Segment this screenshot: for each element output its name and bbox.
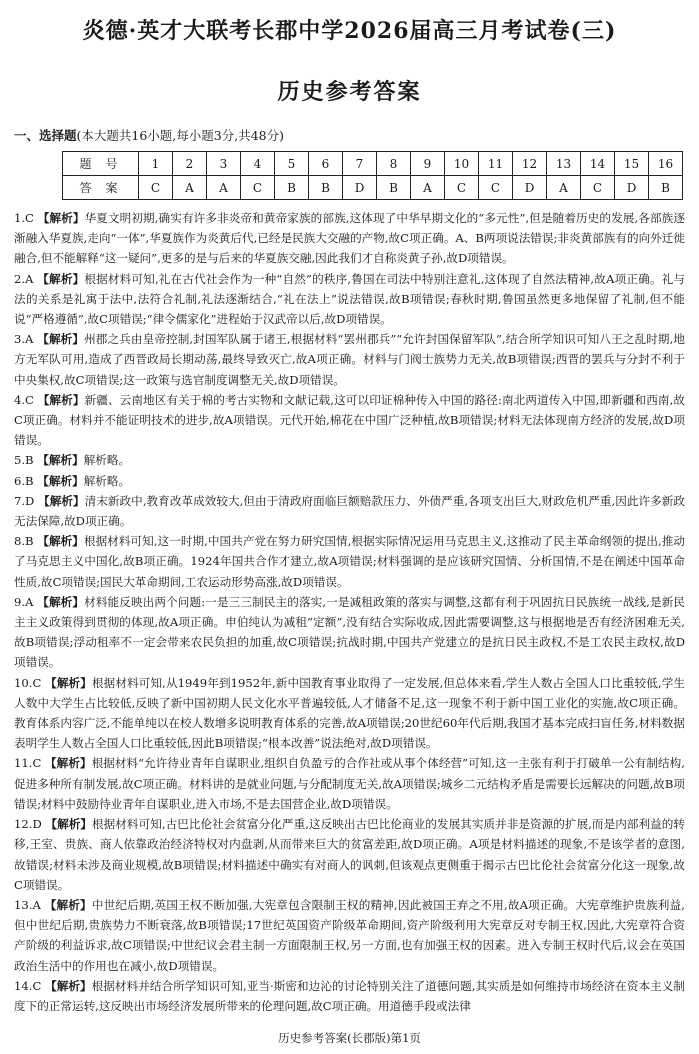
explanation-item — [14, 814, 685, 895]
explanation-item — [14, 673, 685, 754]
question-number-cell: 6 — [309, 152, 343, 176]
item-number: 6.B — [14, 473, 34, 488]
item-number: 12.D — [14, 817, 42, 832]
question-number-cell: 14 — [581, 152, 615, 176]
explanation-item — [14, 269, 685, 330]
answer-cell: C — [241, 176, 275, 200]
answer-cell: D — [513, 176, 547, 200]
answer-cell: C — [479, 176, 513, 200]
question-number-cell: 10 — [445, 152, 479, 176]
analysis-tag: 【解析】 — [37, 392, 85, 407]
item-text: 中世纪后期,英国王权不断加强,大宪章包含限制王权的精神,因此被国王弃之不用,故A项正确。大宪章维护贵族利益,但中世纪后期,贵族势力不断衰落,故B项错误;17世纪英国资产阶级革命期间,资产阶级利用大宪章反对专制王权,因此,大宪章符合资产阶级的利益诉求,故C项错误;中世纪议会君主制一方面限制王权,另一方面,也有加强王权的因素。进入专制王权时代后,议会在英国政治生活中的作用也在减小,故D项错误。 — [14, 897, 685, 973]
answer-label: 答案 — [63, 176, 139, 200]
question-number-cell: 12 — [513, 152, 547, 176]
question-number-cell: 8 — [377, 152, 411, 176]
analysis-tag: 【解析】 — [45, 817, 93, 832]
answer-cell: B — [275, 176, 309, 200]
explanation-item — [14, 531, 685, 592]
analysis-tag: 【解析】 — [44, 897, 92, 912]
item-text: 解析略。 — [83, 453, 131, 468]
answer-cell: A — [207, 176, 241, 200]
answer-cell: B — [309, 176, 343, 200]
analysis-tag: 【解析】 — [38, 493, 85, 508]
question-number-label: 题号 — [63, 152, 139, 176]
answer-cell: A — [173, 176, 207, 200]
question-number-cell: 3 — [207, 152, 241, 176]
question-number-cell: 7 — [343, 152, 377, 176]
explanation-item — [14, 895, 685, 976]
item-text: 根据材料并结合所学知识可知,亚当·斯密和边沁的讨论特别关注了道德问题,其实质是如何维持市场经济在资本主义制度下的正常运转,这反映出市场经济发展所带来的伦理问题,故C项正确。用道德手段或法律 — [14, 978, 685, 1013]
explanation-item — [14, 976, 685, 1016]
item-text: 根据材料可知,礼在古代社会作为一种“自然”的秩序,鲁国在司法中特别注意礼,这体现了自然法精神,故A项正确。礼与法的关系是礼寓于法中,法符合礼制,礼法逐渐结合,“礼在法上”说法错误,故B项错误;春秋时期,鲁国虽然更多地保留了礼制,但不能说“严格遵循”,故C项错误;“律令儒家化”进程始于汉武帝以后,故D项错误。 — [14, 271, 685, 327]
item-number: 14.C — [14, 978, 42, 993]
answer-cell: C — [139, 176, 173, 200]
item-text: 解析略。 — [83, 473, 131, 488]
explanation-item — [14, 491, 685, 531]
item-number: 13.A — [14, 897, 41, 912]
answer-cell: C — [581, 176, 615, 200]
explanation-item — [14, 390, 685, 451]
explanation-item — [14, 471, 685, 491]
answer-cell: C — [445, 176, 479, 200]
question-number-cell: 5 — [275, 152, 309, 176]
explanation-item — [14, 450, 685, 470]
item-text: 根据材料可知,从1949年到1952年,新中国教育事业取得了一定发展,但总体来看,学生人数占全国人口比重较低,学生人数中大学生占比较低,反映了新中国初期人民文化水平普遍较低,人才储备不足,这一现象不利于新中国工业化的实施,故C项正确。教育体系内容广泛,不能单纯以在校人数增多说明教育体系的完善,故A项错误;20世纪60年代后期,我国才基本完成扫盲任务,材料数据表明学生人数占全国人口比重较低,因此B项错误;“根本改善”说法绝对,故D项错误。 — [14, 675, 685, 751]
analysis-tag: 【解析】 — [37, 534, 84, 549]
item-text: 材料能反映出两个问题:一是三三制民主的落实,一是减租政策的落实与调整,这都有利于巩固抗日民族统一战线,是新民主主义政策得到贯彻的体现,故A项正确。申伯纯认为减租“定额”,没有结合实际收成,因此需要调整,这与根据地是否有经济困难无关,故B项错误;浮动租率不一定会带来农民负担的加重,故C项错误;抗战时期,中国共产党建立的是抗日民主政权,不是工农民主政权,故D项错误。 — [14, 594, 686, 670]
item-text: 根据材料可知,古巴比伦社会贫富分化严重,这反映出古巴比伦商业的发展其实质并非是资源的扩展,而是内部利益的转移,王室、贵族、商人依靠政治经济特权对内盘剥,从而带来巨大的贫富差距,故D项正确。A项是材料描述的现象,不是该学者的意图,故错误;材料未涉及商业规模,故B项错误;材料描述中确实有对商人的讽刺,但该观点更侧重于揭示古巴比伦社会贫富分化这一现象,故C项错误。 — [14, 817, 685, 892]
question-number-cell: 9 — [411, 152, 445, 176]
item-number: 9.A — [14, 594, 34, 609]
analysis-tag: 【解析】 — [37, 211, 85, 225]
question-number-cell: 4 — [241, 152, 275, 176]
answer-cell: A — [411, 176, 445, 200]
item-number: 4.C — [14, 392, 34, 407]
item-number: 8.B — [14, 534, 34, 549]
explanation-item — [14, 329, 685, 390]
item-text: 根据材料“允许待业青年自谋职业,组织自负盈亏的合作社或从事个体经营”可知,这一主张有利于打破单一公有制结构,促进多种所有制发展,故C项正确。材料讲的是就业问题,与分配制度无关,故A项错误;城乡二元结构矛盾是需要长远解决的问题,故B项错误;材料中鼓励待业青年自谋职业,进入市场,不是去国营企业,故D项错误。 — [14, 756, 685, 811]
item-text: 华夏文明初期,确实有许多非炎帝和黄帝家族的部族,这体现了中华早期文化的“多元性”,但是随着历史的发展,各部族逐渐融入华夏族,走向“一体”,华夏族作为炎黄后代,已经是民族大交融的产物,故C项正确。A、B两项说法错误;非炎黄部族有的向外迁徙融合,但不能解释“这一疑问”,更多的是与后来的华夏族交融,因此我们才自称炎黄子孙,故D项错误。 — [14, 211, 685, 266]
answer-cell: D — [615, 176, 649, 200]
analysis-tag: 【解析】 — [37, 271, 85, 286]
section-heading — [14, 126, 685, 144]
item-text: 州郡之兵由皇帝控制,封国军队属于诸王,根据材料“罢州郡兵”“允许封国保留军队”,结合所学知识可知八王之乱时期,地方无军队可用,造成了西晋政局长期动荡,最终导致灭亡,故A项正确。材料与门阀士族势力无关,故B项错误;西晋的罢兵与分封不利于中央集权,故C项错误;这一政策与选官制度调整无关,故D项错误。 — [14, 332, 685, 387]
analysis-tag: 【解析】 — [37, 594, 85, 609]
explanation-list — [14, 208, 685, 1016]
item-number: 2.A — [14, 271, 34, 286]
answer-cell: B — [649, 176, 683, 200]
item-text: 新疆、云南地区有关于棉的考古实物和文献记载,这可以印证棉种传入中国的路径:南北两道传入中国,即新疆和西南,故C项正确。材料并不能证明技术的进步,故A项错误。元代开始,棉花在中国广泛种植,故B项错误;材料无法体现南方经济的发展,故D项错误。 — [14, 392, 685, 448]
section-subtitle: (本大题共16小题,每小题3分,共48分) — [76, 128, 284, 143]
analysis-tag: 【解析】 — [37, 453, 84, 468]
page-title: 历史参考答案 — [277, 79, 422, 105]
answer-row — [63, 176, 683, 200]
question-number-cell: 16 — [649, 152, 683, 176]
item-number: 10.C — [14, 675, 42, 690]
item-text: 根据材料可知,这一时期,中国共产党在努力研究国情,根据实际情况运用马克思主义,这推动了民主革命纲领的提出,推动了马克思主义中国化,故B项正确。1924年国共合作才建立,故A项错误;材料强调的是应该研究国情、分析国情,不是在阐述中国革命性质,故C项错误;国民大革命期间,工农运动形势高涨,故D项错误。 — [14, 534, 685, 589]
item-text: 清末新政中,教育改革成效较大,但由于清政府面临巨额赔款压力、外债严重,各项支出巨大,财政危机严重,因此许多新政无法保障,故D项正确。 — [14, 493, 685, 529]
page-footer: 历史参考答案(长郡版)第1页 — [278, 1031, 421, 1045]
explanation-item — [14, 208, 685, 269]
item-number: 1.C — [14, 211, 34, 225]
answer-cell: B — [377, 176, 411, 200]
question-number-cell: 1 — [139, 152, 173, 176]
item-number: 5.B — [14, 453, 34, 468]
question-number-cell: 11 — [479, 152, 513, 176]
analysis-tag: 【解析】 — [45, 978, 92, 993]
answer-table — [62, 151, 683, 200]
explanation-item — [14, 592, 685, 673]
answer-cell: A — [547, 176, 581, 200]
explanation-item — [14, 753, 685, 814]
question-number-cell: 13 — [547, 152, 581, 176]
item-number: 7.D — [14, 493, 35, 508]
answer-cell: D — [343, 176, 377, 200]
item-number: 3.A — [14, 332, 34, 347]
question-number-cell: 15 — [615, 152, 649, 176]
analysis-tag: 【解析】 — [37, 332, 85, 347]
analysis-tag: 【解析】 — [45, 675, 92, 690]
exam-title: 炎德·英才大联考长郡中学2026届高三月考试卷(三) — [82, 18, 617, 44]
item-number: 11.C — [14, 756, 42, 771]
section-title: 一、选择题 — [14, 128, 77, 143]
analysis-tag: 【解析】 — [37, 473, 84, 488]
question-number-row — [63, 152, 683, 176]
question-number-cell: 2 — [173, 152, 207, 176]
analysis-tag: 【解析】 — [45, 756, 92, 771]
